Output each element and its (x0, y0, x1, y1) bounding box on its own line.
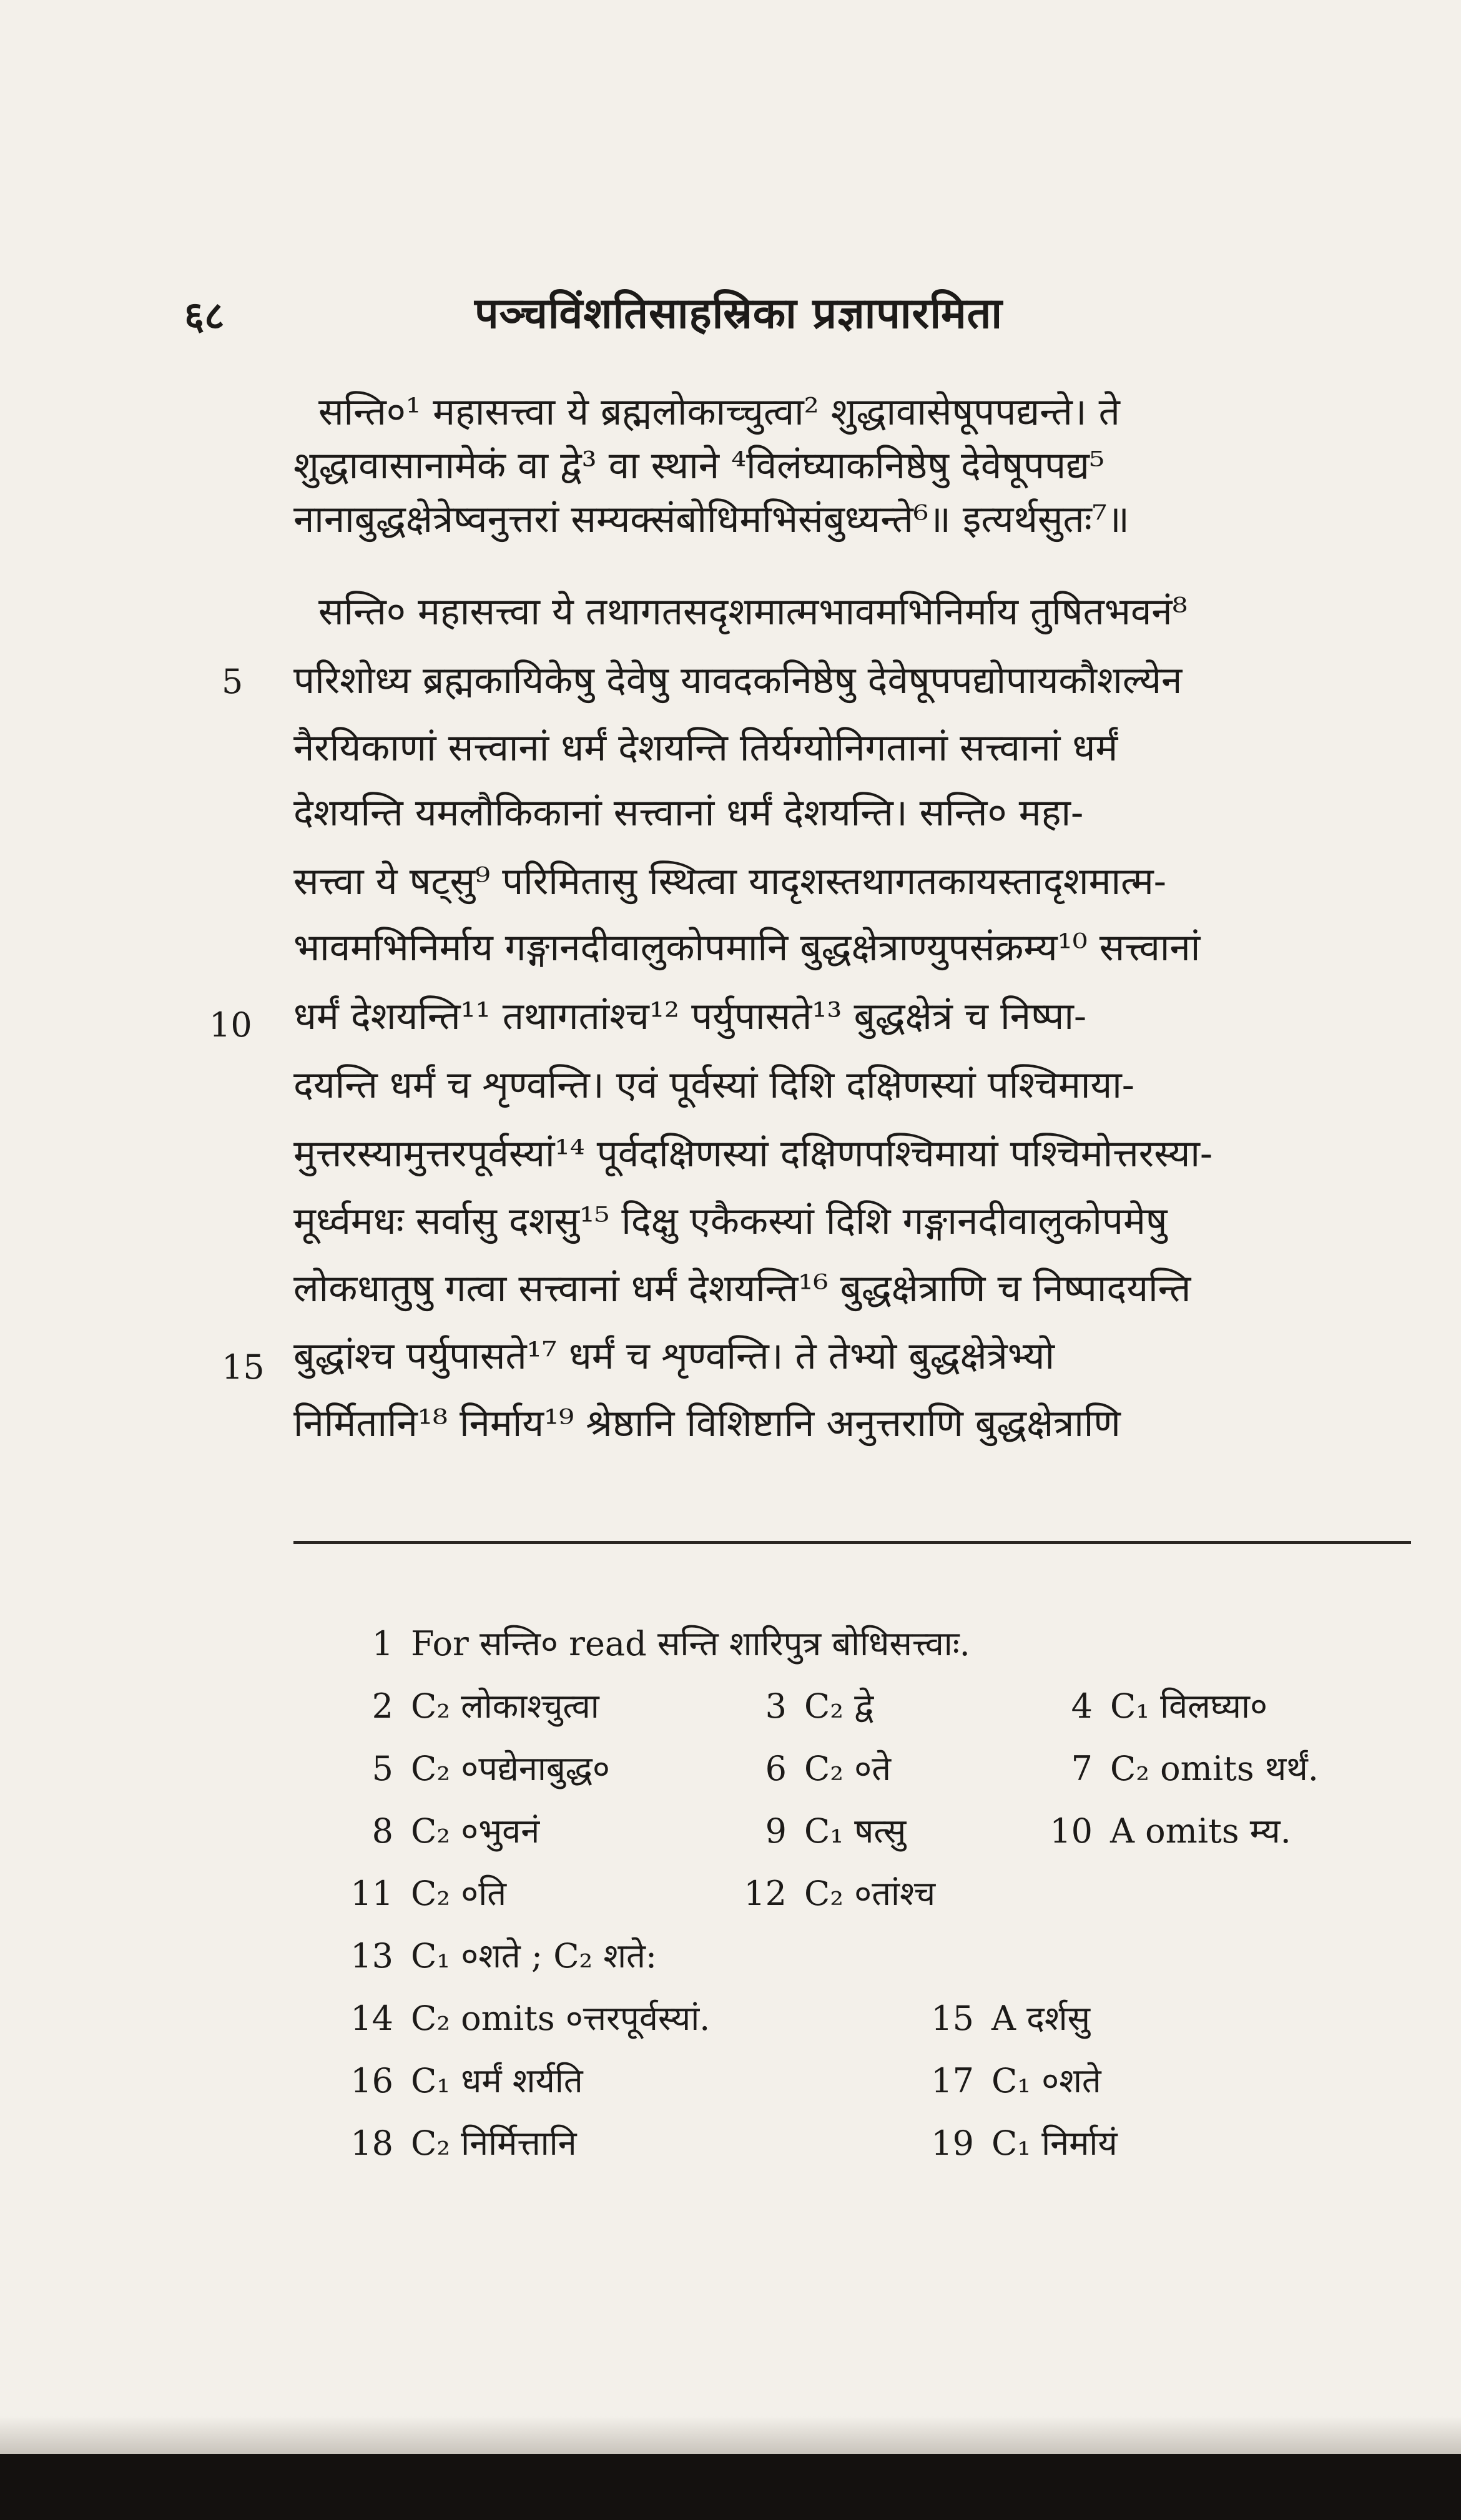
footnote: 1 For सन्ति० read सन्ति शारिपुत्र बोधिसत्त्वाः. (371, 1624, 970, 1663)
text-line: सत्त्वा ये षट्सु⁹ परिमितासु स्थित्वा यादृशस्तथागतकायस्तादृशमात्म- (293, 860, 1167, 903)
footnote: 2 C₂ लोकाश्चुत्वा (371, 1686, 599, 1726)
scan-bottom-border (0, 2454, 1461, 2520)
text-line: निर्मितानि¹⁸ निर्माय¹⁹ श्रेष्ठानि विशिष्टानि अनुत्तराणि बुद्धक्षेत्राणि (293, 1402, 1121, 1445)
text-line: भावमभिनिर्माय गङ्गानदीवालुकोपमानि बुद्धक्षेत्राण्युपसंक्रम्य¹⁰ सत्त्वानां (293, 926, 1201, 970)
text-line: बुद्धांश्च पर्युपासते¹⁷ धर्मं च शृण्वन्ति। ते तेभ्यो बुद्धक्षेत्रेभ्यो (293, 1334, 1055, 1378)
text-line: परिशोध्य ब्रह्मकायिकेषु देवेषु यावदकनिष्ठेषु देवेषूपपद्योपायकौशल्येन (293, 659, 1183, 702)
footnote: 16 C₁ धर्मं शर्यति (350, 2061, 583, 2100)
text-line: मुत्तरस्यामुत्तरपूर्वस्यां¹⁴ पूर्वदक्षिणस्यां दक्षिणपश्चिमायां पश्चिमोत्तरस्या- (293, 1132, 1213, 1176)
footnote: 4 C₁ विलघ्या० (1071, 1686, 1268, 1726)
footnote: 10 A omits म्य. (1050, 1811, 1291, 1851)
footnote: 13 C₁ ०शते ; C₂ शते: (350, 1936, 657, 1976)
text-line: नानाबुद्धक्षेत्रेष्वनुत्तरां सम्यक्संबोधिमभिसंबुध्यन्ते⁶॥ इत्यर्थसुतः⁷॥ (293, 498, 1129, 541)
page-number: ६८ (184, 293, 225, 338)
footnote: 18 C₂ निर्मित्तानि (350, 2124, 577, 2163)
text-line: सन्ति० महासत्त्वा ये तथागतसदृशमात्मभावमभिनिर्माय तुषितभवनं⁸ (318, 590, 1188, 634)
text-line: नैरयिकाणां सत्त्वानां धर्मं देशयन्ति तिर्यग्योनिगतानां सत्त्वानां धर्मं (293, 726, 1118, 770)
text-line: धर्मं देशयन्ति¹¹ तथागतांश्च¹² पर्युपासते¹³ बुद्धक्षेत्रं च निष्पा- (293, 995, 1087, 1038)
footnote: 7 C₂ omits थर्थं. (1071, 1749, 1319, 1788)
line-number: 10 (209, 1005, 252, 1045)
footnote: 5 C₂ ०पद्येनाबुद्ध० (371, 1749, 610, 1788)
footnote: 15 A दर्शसु (931, 1999, 1091, 2038)
footnote: 6 C₂ ०ते (765, 1749, 891, 1788)
footnote: 9 C₁ षत्सु (765, 1811, 907, 1851)
footnote: 3 C₂ द्वे (765, 1686, 874, 1726)
text-line: मूर्ध्वमधः सर्वासु दशसु¹⁵ दिक्षु एकैकस्यां दिशि गङ्गानदीवालुकोपमेषु (293, 1199, 1168, 1243)
footnote-divider (293, 1541, 1411, 1544)
text-line: देशयन्ति यमलौकिकानां सत्त्वानां धर्मं देशयन्ति। सन्ति० महा- (293, 791, 1084, 835)
text-line: शुद्धावासानामेकं वा द्वे³ वा स्थाने ⁴विलंघ्याकनिष्ठेषु देवेषूपपद्य⁵ (293, 444, 1104, 488)
footnote: 19 C₁ निर्मायं (931, 2124, 1118, 2163)
footnote: 12 C₂ ०तांश्च (744, 1874, 936, 1913)
text-line: लोकधातुषु गत्वा सत्त्वानां धर्मं देशयन्ति¹⁶ बुद्धक्षेत्राणि च निष्पादयन्ति (293, 1267, 1191, 1311)
footnote: 8 C₂ ०भुवनं (371, 1811, 540, 1851)
line-number: 5 (222, 662, 244, 701)
footnote: 14 C₂ omits ०त्तरपूर्वस्यां. (350, 1999, 711, 2038)
footnote: 17 C₁ ०शते (931, 2061, 1101, 2100)
running-title: पञ्चविंशतिसाहस्रिका प्रज्ञापारमिता (475, 288, 1003, 338)
text-line: सन्ति०¹ महासत्त्वा ये ब्रह्मलोकाच्चुत्वा² शुद्धावासेषूपपद्यन्ते। ते (318, 390, 1120, 434)
scan-edge-shadow (0, 2416, 1461, 2454)
footnote: 11 C₂ ०ति (350, 1874, 506, 1913)
line-number: 15 (222, 1347, 265, 1387)
text-line: दयन्ति धर्मं च शृण्वन्ति। एवं पूर्वस्यां दिशि दक्षिणस्यां पश्चिमाया- (293, 1063, 1135, 1107)
